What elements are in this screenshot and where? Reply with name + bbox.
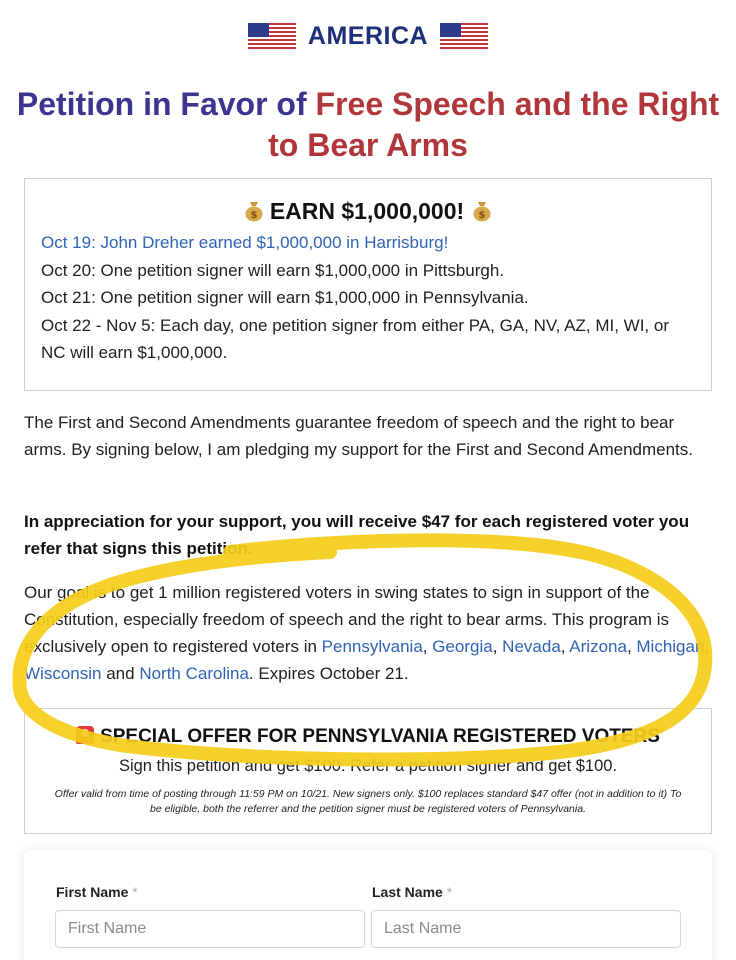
first-name-label (56, 884, 138, 900)
state-link-georgia[interactable]: Georgia (432, 637, 493, 656)
last-name-label (372, 884, 452, 900)
earn-line: Oct 20: One petition signer will earn $1,000,000 in Pittsburgh. (41, 260, 505, 280)
money-bag-icon (244, 200, 264, 222)
title-part-2: Free Speech and the Right to Bear Arms (268, 86, 720, 163)
program-and: and (106, 664, 135, 683)
earn-line: Oct 21: One petition signer will earn $1,000,000 in Pennsylvania. (41, 288, 529, 307)
referral-paragraph: In appreciation for your support, you will receive $47 for each registered voter you refer that signs this petition. (24, 512, 690, 558)
page-title (0, 84, 736, 166)
us-flag-icon (248, 23, 296, 49)
earn-line-link[interactable]: Oct 19: John Dreher earned $1,000,000 in Harrisburg! (41, 233, 449, 252)
program-text: Our goal is to get 1 million registered voters in swing states to sign in support of the Constitution, especially freedom of speech and the right to bear arms. This program is exclusively open to registered voters in (24, 583, 670, 656)
offer-heading-text: SPECIAL OFFER FOR PENNSYLVANIA REGISTERED VOTERS (100, 726, 660, 747)
svg-text:$: $ (478, 210, 486, 221)
earn-announcement-box (24, 178, 712, 391)
siren-icon (76, 726, 94, 744)
offer-fine-print: Offer valid from time of posting through 11:59 PM on 10/21. New signers only. $100 replaces standard $47 offer (not in addition to it) To be eligible, both the referrer and the petition signer must be registered voters of Pennsylvania. (54, 788, 682, 815)
program-expiry: . Expires October 21. (248, 664, 409, 683)
offer-heading (25, 723, 711, 751)
state-link-pennsylvania[interactable]: Pennsylvania (321, 637, 423, 656)
state-link-nevada[interactable]: Nevada (502, 637, 561, 656)
earn-heading (41, 193, 695, 229)
brand-header (0, 20, 736, 52)
required-mark: * (446, 884, 453, 900)
brand-title: AMERICA (307, 21, 429, 50)
required-mark: * (132, 884, 138, 900)
offer-subtitle: Sign this petition and get $100. Refer a petition signer and get $100. (118, 757, 618, 775)
earn-line: Oct 22 - Nov 5: Each day, one petition signer from either PA, GA, NV, AZ, MI, WI, or NC will earn $1,000,000. (41, 315, 669, 362)
state-link-michigan[interactable]: Michigan (636, 637, 705, 656)
state-link-wisconsin[interactable]: Wisconsin (24, 664, 102, 683)
state-link-arizona[interactable]: Arizona (569, 637, 627, 656)
program-paragraph: Our goal is to get 1 million registered voters in swing states to sign in support of the Constitution, especially freedom of speech and the right to bear arms. This program is exclusively open to registered voters in Pennsylvania, Georgia, Nevada, Arizona, Michigan, Wisconsin and North Carolina. Expires October 21. (24, 583, 710, 683)
title-part-1: Petition in Favor of (16, 86, 316, 122)
special-offer-box (24, 708, 712, 834)
state-link-north-carolina[interactable]: North Carolina (139, 664, 249, 683)
earn-heading-text: EARN $1,000,000! (269, 198, 465, 224)
last-name-label-text: Last Name (372, 884, 443, 900)
first-name-input[interactable] (55, 910, 365, 948)
amendments-paragraph: The First and Second Amendments guarantee freedom of speech and the right to bear arms. By signing below, I am pledging my support for the First and Second Amendments. (24, 413, 694, 459)
first-name-label-text: First Name (56, 884, 129, 900)
us-flag-icon (440, 23, 488, 49)
svg-text:$: $ (250, 210, 258, 221)
money-bag-icon (472, 200, 492, 222)
last-name-input[interactable] (371, 910, 681, 948)
